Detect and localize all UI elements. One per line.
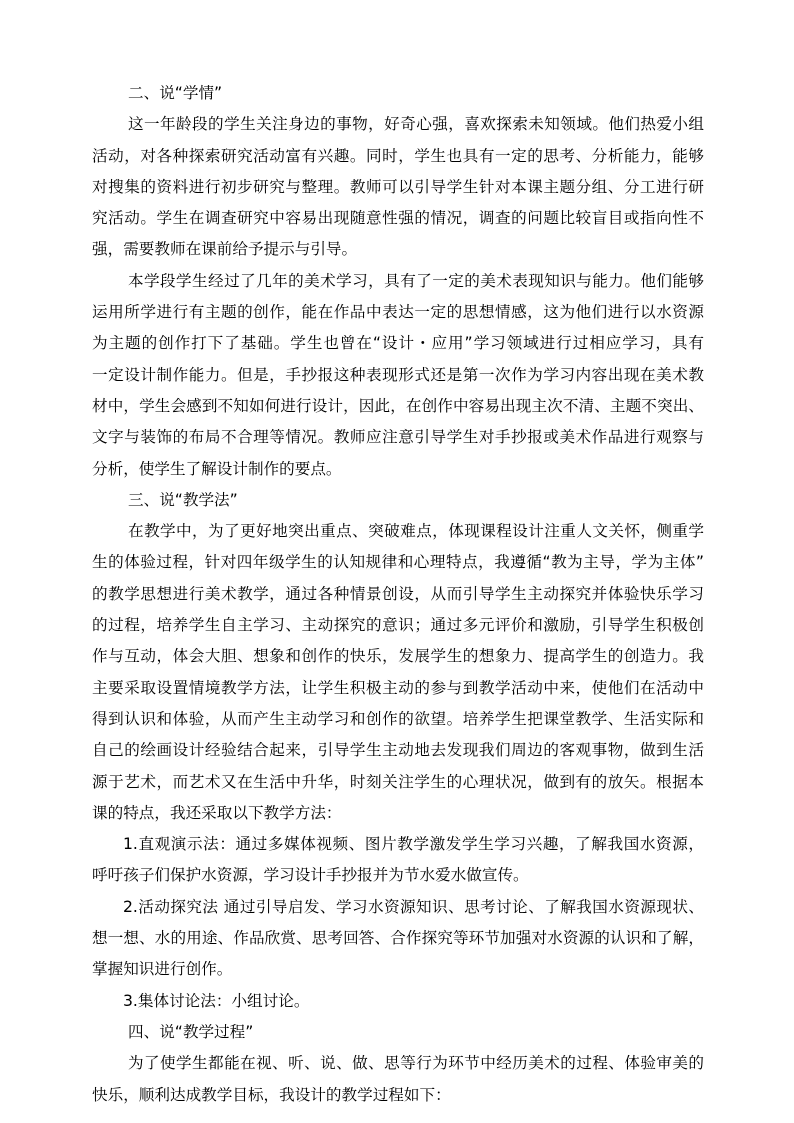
section-heading-xueqing: 二、说“学情” bbox=[128, 84, 223, 102]
text-line: 文字与装饰的布局不合理等情况。教师应注意引导学生对手抄报或美术作品进行观察与 bbox=[92, 428, 704, 447]
text-line: 掌握知识进行创作。 bbox=[92, 960, 233, 979]
text-line: 课的特点，我还采取以下教学方法： bbox=[92, 803, 342, 822]
method-item-2 bbox=[92, 892, 704, 986]
text-line: 为了使学生都能在视、听、说、做、思等行为环节中经历美术的过程、体验审美的 bbox=[128, 1054, 704, 1073]
text-line: 快乐，顺利达成教学目标，我设计的教学过程如下： bbox=[92, 1085, 451, 1104]
text-line: 想一想、水的用途、作品欣赏、思考回答、合作探究等环节加强对水资源的认识和了解， bbox=[92, 929, 704, 948]
section-heading-jiaoxueguocheng: 四、说“教学过程” bbox=[128, 1022, 254, 1041]
text-line: 得到认识和体验，从而产生主动学习和创作的欲望。培养学生把课堂教学、生活实际和 bbox=[92, 709, 704, 728]
text-line: 3.集体讨论法：小组讨论。 bbox=[123, 991, 310, 1010]
text-line: 对搜集的资料进行初步研究与整理。教师可以引导学生针对本课主题分组、分工进行研 bbox=[92, 177, 704, 196]
text-line: 究活动。学生在调查研究中容易出现随意性强的情况，调查的问题比较盲目或指向性不 bbox=[92, 209, 704, 228]
text-line: 在教学中，为了更好地突出重点、突破难点，体现课程设计注重人文关怀，侧重学 bbox=[128, 522, 704, 541]
method-item-3 bbox=[92, 986, 704, 1017]
text-line: 的过程，培养学生自主学习、主动探究的意识；通过多元评价和激励，引导学生积极创 bbox=[92, 616, 704, 635]
paragraph-jiaoxuefa-1 bbox=[92, 516, 704, 829]
document-body bbox=[92, 78, 704, 1111]
text-line: 生的体验过程，针对四年级学生的认知规律和心理特点，我遵循“教为主导，学为主体” bbox=[92, 553, 704, 572]
text-line: 材中，学生会感到不知如何进行设计，因此，在创作中容易出现主次不清、主题不突出、 bbox=[92, 396, 704, 415]
text-line: 本学段学生经过了几年的美术学习，具有了一定的美术表现知识与能力。他们能够 bbox=[128, 271, 704, 290]
paragraph-jiaoxueguocheng-1 bbox=[92, 1048, 704, 1111]
text-line: 分析，使学生了解设计制作的要点。 bbox=[92, 459, 342, 478]
text-line: 的教学思想进行美术教学，通过各种情景创设，从而引导学生主动探究并体验快乐学习 bbox=[92, 584, 704, 603]
text-line: 为主题的创作打下了基础。学生也曾在“设计・应用”学习领域进行过相应学习，具有 bbox=[92, 334, 704, 353]
text-line: 2.活动探究法 通过引导启发、学习水资源知识、思考讨论、了解我国水资源现状、 bbox=[123, 897, 704, 916]
section-heading-jiaoxuefa: 三、说“教学法” bbox=[128, 490, 238, 509]
text-line: 源于艺术，而艺术又在生活中升华，时刻关注学生的心理状况，做到有的放矢。根据本 bbox=[92, 772, 704, 791]
text-line: 作与互动，体会大胆、想象和创作的快乐，发展学生的想象力、提高学生的创造力。我 bbox=[92, 647, 704, 666]
text-line: 运用所学进行有主题的创作，能在作品中表达一定的思想情感，这为他们进行以水资源 bbox=[92, 303, 704, 322]
text-line: 强，需要教师在课前给予提示与引导。 bbox=[92, 240, 358, 259]
paragraph-xueqing-2 bbox=[92, 266, 704, 485]
text-line: 这一年龄段的学生关注身边的事物，好奇心强，喜欢探索未知领域。他们热爱小组 bbox=[128, 115, 704, 134]
text-line: 一定设计制作能力。但是，手抄报这种表现形式还是第一次作为学习内容出现在美术教 bbox=[92, 365, 704, 384]
method-item-1 bbox=[92, 829, 704, 892]
text-line: 呼吁孩子们保护水资源，学习设计手抄报并为节水爱水做宣传。 bbox=[92, 866, 529, 885]
text-line: 自己的绘画设计经验结合起来，引导学生主动地去发现我们周边的客观事物，做到生活 bbox=[92, 741, 704, 760]
paragraph-xueqing-1 bbox=[92, 109, 704, 265]
text-line: 主要采取设置情境教学方法，让学生积极主动的参与到教学活动中来，使他们在活动中 bbox=[92, 678, 704, 697]
text-line: 1.直观演示法：通过多媒体视频、图片教学激发学生学习兴趣，了解我国水资源， bbox=[123, 835, 704, 854]
text-line: 活动，对各种探索研究活动富有兴趣。同时，学生也具有一定的思考、分析能力，能够 bbox=[92, 146, 704, 165]
